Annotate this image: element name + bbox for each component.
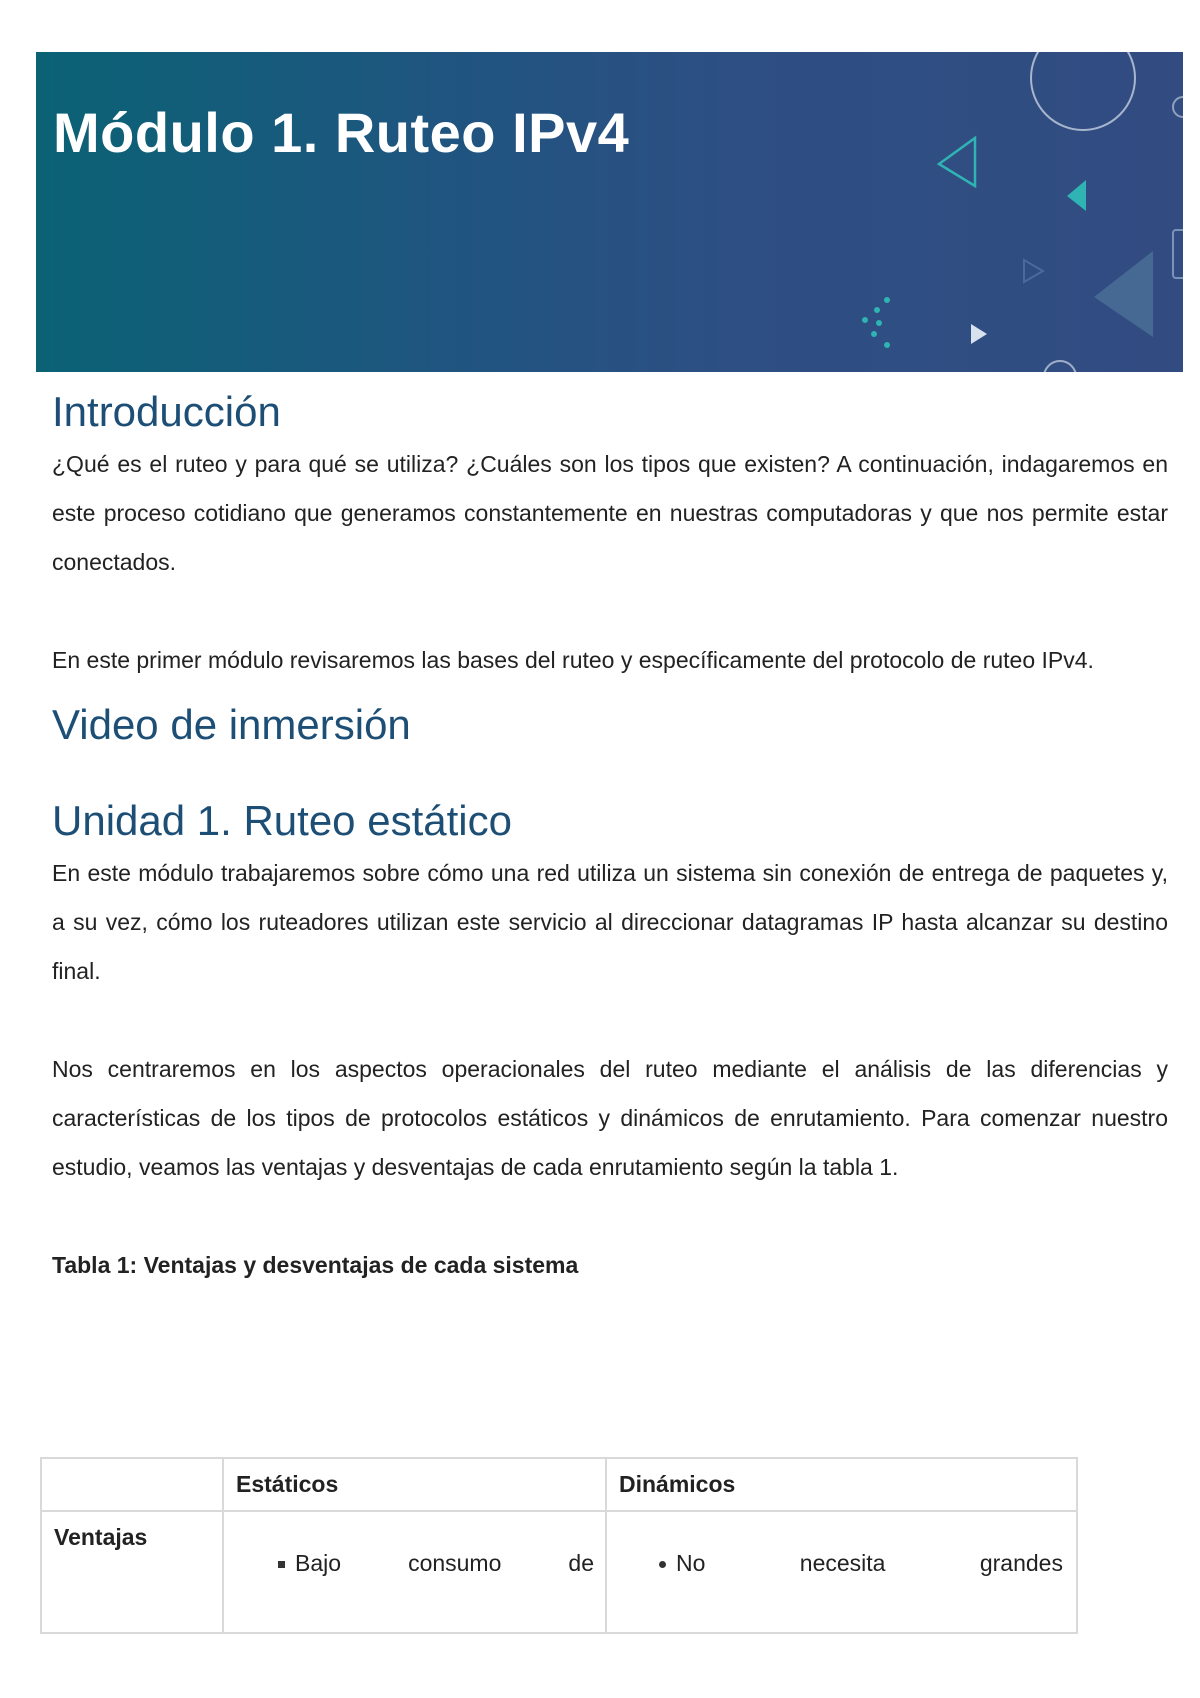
comparison-table: [40, 1457, 1078, 1634]
table-corner-cell: [41, 1458, 223, 1511]
bullet-icon: [278, 1561, 285, 1568]
table-row-advantages: [41, 1511, 1077, 1633]
static-bullet-item: [278, 1550, 594, 1577]
dynamic-word-3: grandes: [979, 1550, 1063, 1576]
intro-heading: Introducción: [52, 388, 281, 435]
unit1-paragraph-2: Nos centraremos en los aspectos operacionales del ruteo mediante el análisis de las diferencias y características de los tipos de protocolos estáticos y dinámicos de enrutamiento. Para comenzar nuestro estudio, veamos las ventajas y desventajas de cada enrutamiento según la tabla 1.: [52, 1056, 1168, 1180]
dynamic-word-2: necesita: [799, 1550, 886, 1576]
static-word-2: consumo: [408, 1550, 502, 1576]
main-content: [52, 384, 1168, 1290]
module-title: Módulo 1. Ruteo IPv4: [53, 101, 630, 164]
col-header-static: Estáticos: [223, 1458, 606, 1511]
static-advantages-cell: [223, 1511, 606, 1633]
intro-paragraph-1: ¿Qué es el ruteo y para qué se utiliza? ¿Cuáles son los tipos que existen? A continuación, indagaremos en este proceso cotidiano que generamos constantemente en nuestras computadoras y que nos permite estar conectados.: [52, 451, 1168, 575]
table-header-row: [41, 1458, 1077, 1511]
video-heading: Video de inmersión: [52, 701, 411, 748]
dynamic-bullet-item: [659, 1550, 1063, 1577]
static-word-1: Bajo: [295, 1550, 342, 1576]
intro-paragraph-2: En este primer módulo revisaremos las bases del ruteo y específicamente del protocolo de ruteo IPv4.: [52, 647, 1094, 673]
unit1-paragraph-1: En este módulo trabajaremos sobre cómo una red utiliza un sistema sin conexión de entrega de paquetes y, a su vez, cómo los ruteadores utilizan este servicio al direccionar datagramas IP hasta alcanzar su destino final.: [52, 860, 1168, 984]
dynamic-advantages-cell: [606, 1511, 1077, 1633]
unit1-heading: Unidad 1. Ruteo estático: [52, 797, 512, 844]
module-banner: [36, 52, 1183, 372]
bullet-icon: [659, 1561, 666, 1568]
table-caption: Tabla 1: Ventajas y desventajas de cada sistema: [52, 1252, 579, 1278]
col-header-dynamic: Dinámicos: [606, 1458, 1077, 1511]
dynamic-word-1: No: [676, 1550, 706, 1576]
row-label-advantages: Ventajas: [41, 1511, 223, 1633]
static-word-3: de: [568, 1550, 594, 1576]
